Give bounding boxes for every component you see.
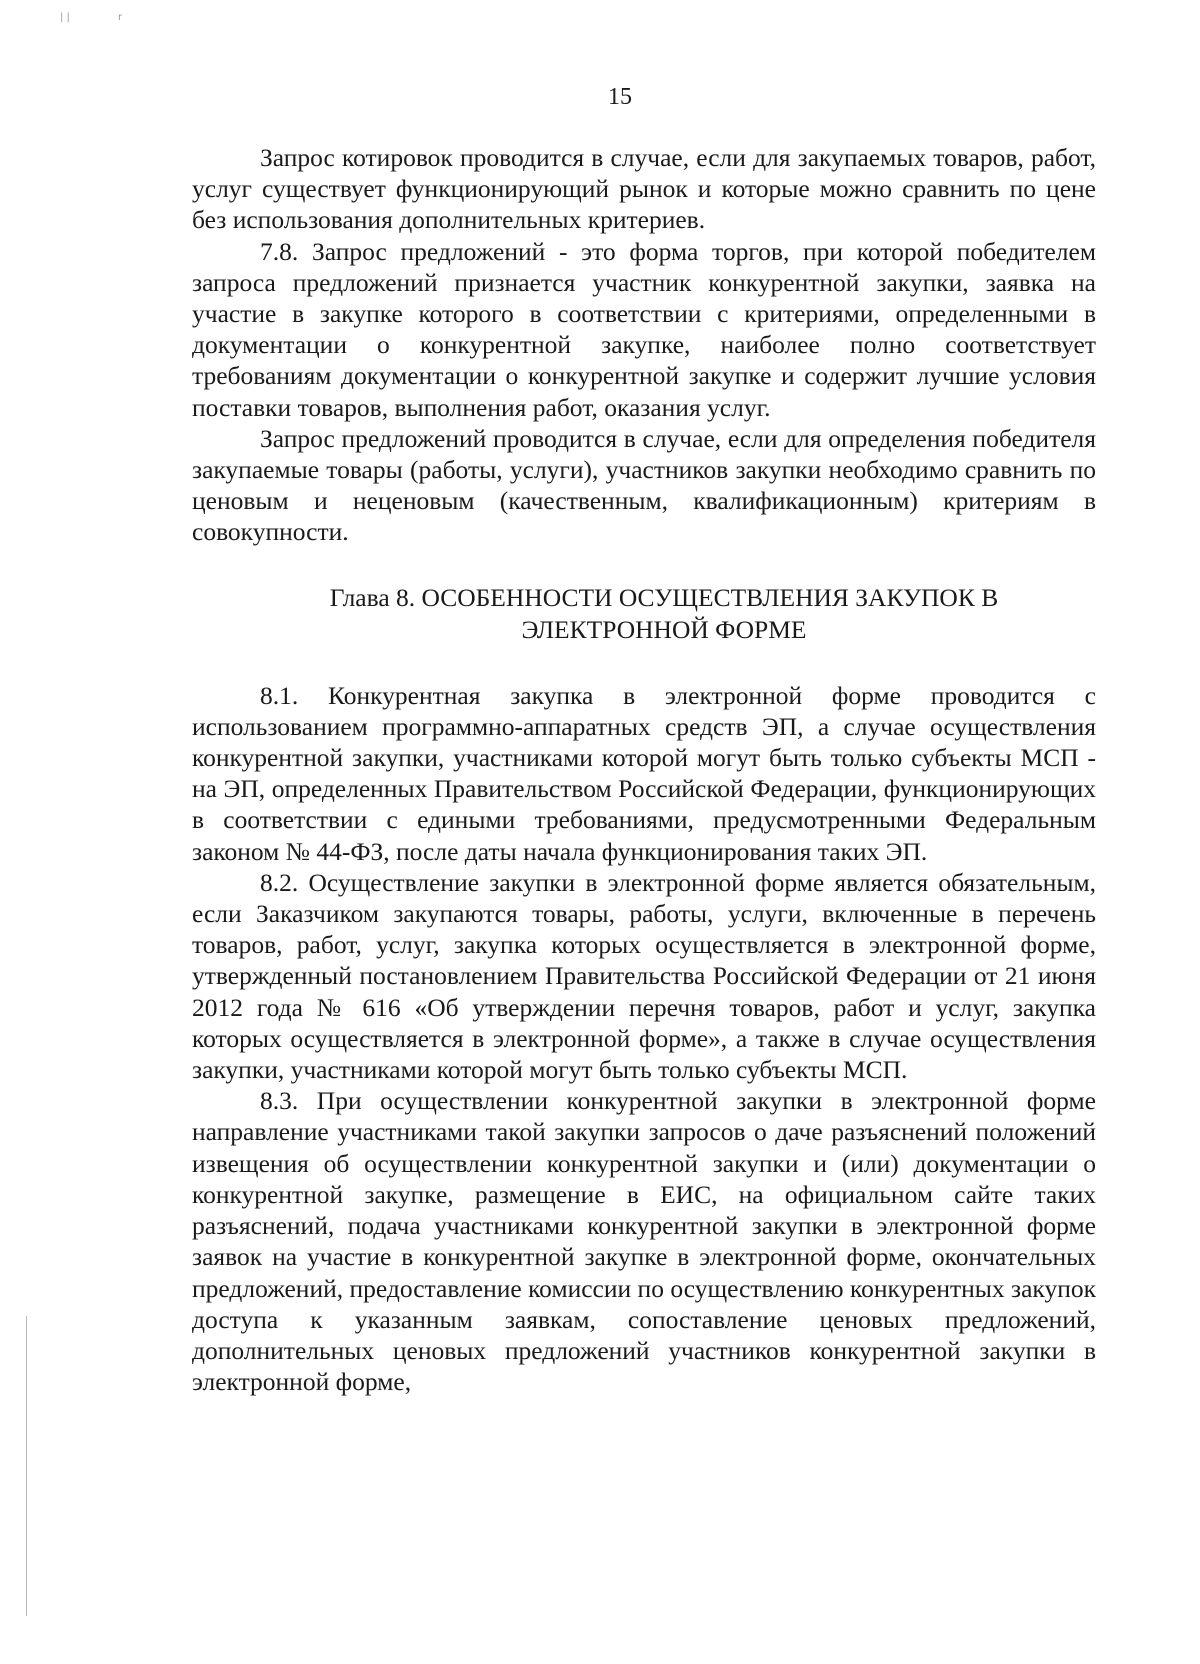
scan-margin-line [26, 1316, 27, 1616]
document-body [192, 142, 1096, 1397]
chapter-heading [192, 582, 1096, 646]
scan-artifact: | | [60, 12, 70, 23]
paragraph-quotation-request: Запрос котировок проводится в случае, если для закупаемых товаров, работ, услуг существует функционирующий рынок и которые можно сравнить по цене без использования дополнительных критериев. [192, 143, 1096, 235]
paragraph-7-8: 7.8. Запрос предложений - это форма торгов, при которой победителем запроса предложений признается участник конкурентной закупки, заявка на участие в закупке которого в соответствии с критериями, определенными в документации о конкурентной закупке, наиболее полно соответствует требованиям документации о конкурентной закупке и содержит лучшие условия поставки товаров, выполнения работ, оказания услуг. [192, 236, 1096, 422]
paragraph-8-2: 8.2. Осуществление закупки в электронной форме является обязательным, если Заказчиком закупаются товары, работы, услуги, включенные в перечень товаров, работ, услуг, закупка которых осуществляется в электронной форме, утвержденный постановлением Правительства Российской Федерации от 21 июня 2012 года № 616 «Об утверждении перечня товаров, работ и услуг, закупка которых осуществляется в электронной форме», а также в случае осуществления закупки, участниками которой могут быть только субъекты МСП. [192, 867, 1096, 1085]
paragraph-proposal-request: Запрос предложений проводится в случае, если для определения победителя закупаемые товары (работы, услуги), участников закупки необходимо сравнить по ценовым и неценовым (качественным, квалификационным) критериям в совокупности. [192, 423, 1096, 547]
paragraph-8-1: 8.1. Конкурентная закупка в электронной форме проводится с использованием программно-аппаратных средств ЭП, а случае осуществления конкурентной закупки, участниками которой могут быть только субъекты МСП - на ЭП, определенных Правительством Российской Федерации, функционирующих в соответствии с едиными требованиями, предусмотренными Федеральным законом № 44-ФЗ, после даты начала функционирования таких ЭП. [192, 680, 1096, 866]
chapter-heading-line-1: Глава 8. ОСОБЕННОСТИ ОСУЩЕСТВЛЕНИЯ ЗАКУПОК В [329, 582, 999, 612]
paragraph-8-3: 8.3. При осуществлении конкурентной закупки в электронной форме направление участниками такой закупки запросов о даче разъяснений положений извещения об осуществлении конкурентной закупки и (или) документации о конкурентной закупке, размещение в ЕИС, на официальном сайте таких разъяснений, подача участниками конкурентной закупки в электронной форме заявок на участие в конкурентной закупке в электронной форме, окончательных предложений, предоставление комиссии по осуществлению конкурентных закупок доступа к указанным заявкам, сопоставление ценовых предложений, дополнительных ценовых предложений участников конкурентной закупки в электронной форме, [192, 1086, 1096, 1397]
page-number: 15 [608, 84, 632, 110]
chapter-heading-line-2: ЭЛЕКТРОННОЙ ФОРМЕ [521, 614, 807, 644]
scan-artifact: r [118, 12, 123, 23]
